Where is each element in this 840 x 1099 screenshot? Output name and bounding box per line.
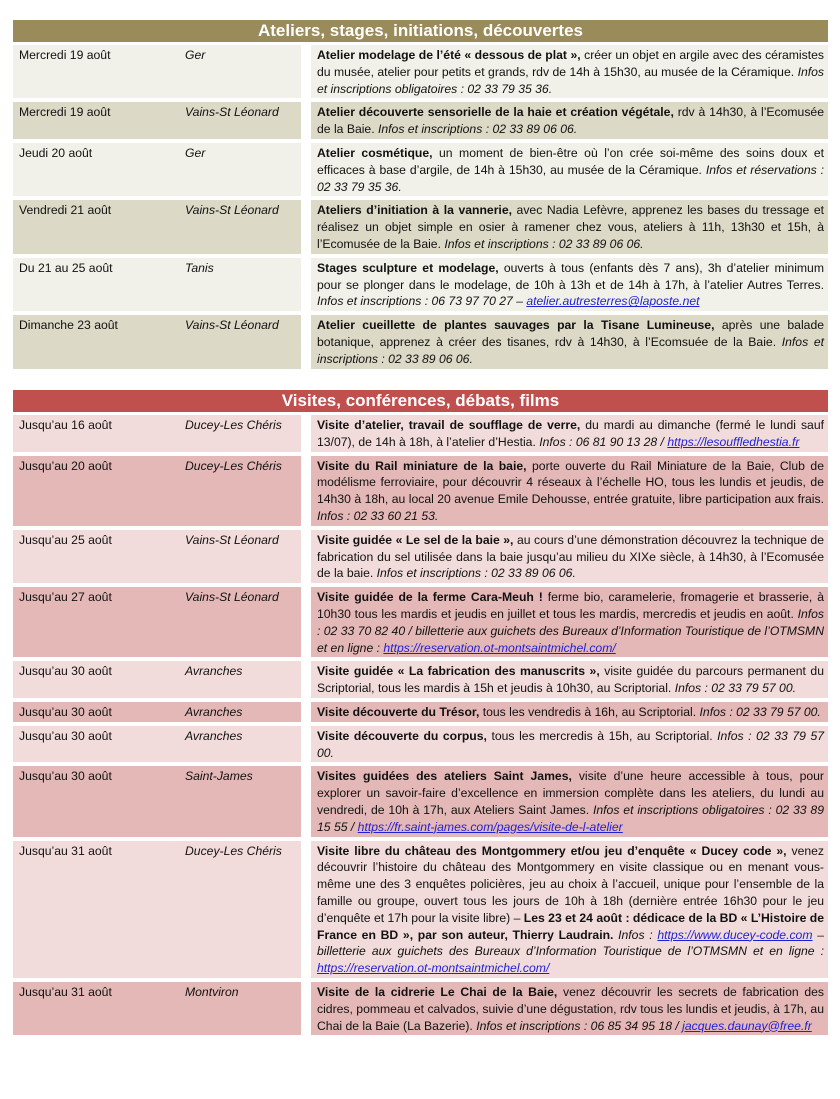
- event-contact: Infos : 02 33 60 21 53.: [317, 508, 439, 523]
- table-row: [13, 661, 828, 698]
- event-name: Atelier modelage de l’été « dessous de plat »,: [317, 48, 581, 62]
- table-row: [13, 45, 828, 98]
- event-date: Jusqu’au 27 août: [13, 587, 177, 657]
- table-row: [13, 102, 828, 139]
- event-contact: Infos : 02 33 79 57 00.: [674, 681, 796, 696]
- table-row: [13, 726, 828, 763]
- event-contact-extra: – billetterie aux guichets des Bureaux d’Information Touristique de l’OTMSMN et en ligne :: [317, 927, 824, 959]
- event-description: [311, 841, 828, 978]
- event-contact: Infos : 02 33 79 57 00.: [699, 704, 821, 719]
- table-row: [13, 766, 828, 836]
- event-location: Tanis: [177, 258, 301, 311]
- event-details: rdv à 14h30, à l’Ecomusée de la Baie.: [317, 105, 824, 137]
- event-details: avec Nadia Lefèvre, apprenez les bases du tressage et réalisez un objet simple en osier à ramener chez vous, ateliers à 11h, 13h30 et 15h, à l’Ecomusée de la Baie.: [317, 203, 824, 251]
- event-contact: Infos et inscriptions : 02 33 89 06 06.: [376, 566, 576, 581]
- event-name: Visite d’atelier, travail de soufflage de verre,: [317, 418, 581, 432]
- column-gap: [301, 415, 311, 452]
- event-description: [311, 143, 828, 196]
- event-location: Ger: [177, 45, 301, 98]
- event-details: venez découvrir l’histoire du château des Montgommery en visite classique ou en menant vous-même une des 3 enquêtes policières, jeu au choix à l’accueil, unique pour l’ensemble de la famille ou groupe, ouvert tous les jours de 10h à 18h (dernière entrée 16h30 pour le jeu d’enquête et 17h pour la visite libre) –: [317, 843, 824, 925]
- event-details: venez découvrir les secrets de fabrication des cidres, pommeau et calvados, suivie d’une dégustation, rdv tous les lundis et jeudis, à 17h, au Chai de la Baie (La Bazerie).: [317, 984, 824, 1033]
- event-contact: Infos : 02 33 70 82 40 / billetterie aux guichets des Bureaux d’Information Touristique de l’OTMSMN et en ligne :: [317, 606, 824, 655]
- event-location: Vains-St Léonard: [177, 200, 301, 253]
- column-gap: [301, 726, 311, 763]
- event-date: Jusqu’au 30 août: [13, 766, 177, 836]
- event-date: Jusqu’au 30 août: [13, 702, 177, 722]
- event-name: Ateliers d’initiation à la vannerie,: [317, 203, 512, 218]
- column-gap: [301, 102, 311, 139]
- event-location: Avranches: [177, 661, 301, 698]
- events-table: [13, 411, 828, 1039]
- event-details: un moment de bien-être où l’on crée soi-même des soins doux et efficaces à base d’argile, de 14h à 15h30, au musée de la Céramique.: [317, 145, 824, 177]
- event-description: [311, 702, 828, 722]
- event-link[interactable]: https://www.ducey-code.com: [657, 927, 813, 942]
- event-contact: Infos et inscriptions obligatoires : 02 33 89 15 55 /: [317, 802, 824, 834]
- event-details: après une balade botanique, apprenez à créer des tisanes, rdv à 14h30, à l’Ecomsuée de la Baie.: [317, 318, 824, 349]
- event-location: Vains-St Léonard: [177, 587, 301, 657]
- column-gap: [301, 587, 311, 657]
- event-link[interactable]: https://reservation.ot-montsaintmichel.com/: [317, 961, 550, 976]
- event-contact: Infos et inscriptions : 02 33 89 06 06.: [377, 122, 578, 137]
- column-gap: [301, 315, 311, 368]
- column-gap: [301, 200, 311, 253]
- event-location: Ger: [177, 143, 301, 196]
- event-link[interactable]: atelier.autresterres@laposte.net: [526, 294, 700, 309]
- event-link[interactable]: https://reservation.ot-montsaintmichel.com/: [383, 640, 616, 655]
- event-highlight: Les 23 et 24 août : dédicace de la BD « L’Histoire de France en BD », par son auteur, Thierry Laudrain.: [317, 910, 825, 942]
- event-name: Atelier cueillette de plantes sauvages par la Tisane Lumineuse,: [317, 318, 715, 333]
- event-location: Montviron: [177, 982, 301, 1035]
- event-description: [311, 726, 828, 763]
- event-details: tous les vendredis à 16h, au Scriptorial.: [479, 704, 700, 719]
- event-description: [311, 587, 828, 657]
- event-description: [311, 982, 828, 1035]
- event-contact: Infos et réservations : 02 33 79 35 36.: [317, 162, 824, 194]
- event-details: du mardi au dimanche (fermé le lundi sauf 13/07), de 14h à 18h, à l’atelier d’Hestia.: [317, 418, 824, 449]
- event-name: Visite libre du château des Montgommery et/ou jeu d’enquête « Ducey code »,: [317, 843, 787, 858]
- event-name: Visite découverte du Trésor,: [317, 704, 480, 719]
- event-contact: Infos et inscriptions obligatoires : 02 33 79 35 36.: [317, 64, 824, 96]
- table-row: [13, 200, 828, 253]
- event-description: [311, 200, 828, 253]
- section-title: Ateliers, stages, initiations, découvertes: [13, 20, 828, 42]
- event-date: Dimanche 23 août: [13, 315, 177, 368]
- section-ateliers: [13, 20, 828, 373]
- column-gap: [301, 530, 311, 583]
- column-gap: [301, 841, 311, 978]
- event-link[interactable]: jacques.daunay@free.fr: [682, 1018, 812, 1033]
- event-name: Visite découverte du corpus,: [317, 728, 487, 743]
- event-date: Jusqu’au 16 août: [13, 415, 177, 452]
- event-details: visite d’une heure accessible à tous, pour explorer un savoir-faire d’excellence en immersion complète dans les ateliers, du lundi au vendredi, de 10h à 17h, aux Ateliers Saint James.: [317, 769, 824, 817]
- event-details: porte ouverte du Rail Miniature de la Baie, Club de modélisme ferroviaire, pour découvrir 4 réseaux à l’échelle HO, tous les lundis et jeudis, de 14h30 à 18h, au local 20 avenue Emile Dehousse, entrée gratuite, libre participation aux frais.: [317, 458, 824, 507]
- events-table: [13, 41, 828, 373]
- table-row: [13, 587, 828, 657]
- event-date: Mercredi 19 août: [13, 102, 177, 139]
- table-row: [13, 982, 828, 1035]
- event-contact: Infos et inscriptions : 06 73 97 70 27 –: [317, 294, 527, 309]
- event-description: [311, 45, 828, 98]
- event-location: Avranches: [177, 726, 301, 763]
- event-location: Avranches: [177, 702, 301, 722]
- event-name: Visite guidée « Le sel de la baie »,: [317, 532, 514, 547]
- event-location: Saint-James: [177, 766, 301, 836]
- event-location: Ducey-Les Chéris: [177, 415, 301, 452]
- event-date: Jeudi 20 août: [13, 143, 177, 196]
- event-date: Jusqu’au 20 août: [13, 456, 177, 526]
- event-details: ferme bio, caramelerie, fromagerie et brasserie, à 10h30 tous les mardis et jeudis en juillet et tous les mardis, mercredis et jeudis en août.: [317, 590, 824, 621]
- event-name: Visite de la cidrerie Le Chai de la Baie,: [317, 984, 558, 999]
- event-details: au cours d’une démonstration découvrez la technique de fabrication du sel utilisée dans la baie jusqu’au milieu du XIXe siècle, à 14h30, à l’Ecomusée de la baie.: [317, 532, 824, 581]
- table-row: [13, 456, 828, 526]
- event-location: Vains-St Léonard: [177, 102, 301, 139]
- column-gap: [301, 45, 311, 98]
- event-contact: Infos : 06 81 90 13 28 /: [539, 434, 668, 449]
- section-visites: [13, 390, 828, 1039]
- table-row: [13, 841, 828, 978]
- table-row: [13, 258, 828, 311]
- event-contact: Infos :: [613, 927, 658, 942]
- event-date: Jusqu’au 31 août: [13, 841, 177, 978]
- event-name: Stages sculpture et modelage,: [317, 260, 499, 275]
- event-contact: Infos et inscriptions : 06 85 34 95 18 /: [476, 1018, 683, 1033]
- event-link[interactable]: https://fr.saint-james.com/pages/visite-de-l-atelier: [357, 819, 623, 834]
- event-date: Jusqu’au 31 août: [13, 982, 177, 1035]
- event-name: Visite guidée « La fabrication des manuscrits »,: [317, 664, 600, 679]
- event-description: [311, 415, 828, 452]
- column-gap: [301, 982, 311, 1035]
- event-description: [311, 315, 828, 368]
- event-details: visite guidée du parcours permanent du Scriptorial, tous les mardis à 15h et jeudis à 10h30, au Scriptorial.: [317, 664, 824, 696]
- event-name: Visite guidée de la ferme Cara-Meuh !: [317, 590, 543, 605]
- event-description: [311, 102, 828, 139]
- event-date: Du 21 au 25 août: [13, 258, 177, 311]
- event-name: Atelier découverte sensorielle de la haie et création végétale,: [317, 105, 674, 120]
- event-contact: Infos et inscriptions : 02 33 89 06 06.: [317, 334, 824, 366]
- event-description: [311, 530, 828, 583]
- table-row: [13, 143, 828, 196]
- event-description: [311, 661, 828, 698]
- column-gap: [301, 661, 311, 698]
- table-row: [13, 415, 828, 452]
- event-location: Ducey-Les Chéris: [177, 841, 301, 978]
- column-gap: [301, 702, 311, 722]
- column-gap: [301, 143, 311, 196]
- table-row: [13, 530, 828, 583]
- table-row: [13, 315, 828, 368]
- event-contact: Infos : 02 33 79 57 00.: [317, 728, 824, 760]
- event-name: Atelier cosmétique,: [317, 145, 433, 160]
- section-title: Visites, conférences, débats, films: [13, 390, 828, 412]
- event-details: créer un objet en argile avec des céramistes du musée, atelier pour petits et grands, rdv de 14h à 15h30, au musée de la Céramique.: [317, 48, 824, 79]
- event-location: Ducey-Les Chéris: [177, 456, 301, 526]
- event-date: Jusqu’au 25 août: [13, 530, 177, 583]
- event-date: Jusqu’au 30 août: [13, 661, 177, 698]
- event-details: tous les mercredis à 15h, au Scriptorial.: [486, 728, 718, 743]
- event-description: [311, 456, 828, 526]
- event-date: Vendredi 21 août: [13, 200, 177, 253]
- event-date: Jusqu’au 30 août: [13, 726, 177, 763]
- event-location: Vains-St Léonard: [177, 315, 301, 368]
- event-contact: Infos et inscriptions : 02 33 89 06 06.: [444, 236, 644, 251]
- table-row: [13, 702, 828, 722]
- event-location: Vains-St Léonard: [177, 530, 301, 583]
- event-link[interactable]: https://lesouffledhestia.fr: [667, 434, 800, 449]
- event-description: [311, 258, 828, 311]
- event-name: Visite du Rail miniature de la baie,: [317, 458, 527, 473]
- column-gap: [301, 258, 311, 311]
- event-name: Visites guidées des ateliers Saint James,: [317, 769, 572, 784]
- column-gap: [301, 766, 311, 836]
- event-description: [311, 766, 828, 836]
- column-gap: [301, 456, 311, 526]
- event-details: ouverts à tous (enfants dès 7 ans), 3h d’atelier minimum pour se plonger dans le modelage, de 10h à 13h et de 14h à 17h, à l’atelier Autres Terres.: [317, 260, 824, 292]
- event-date: Mercredi 19 août: [13, 45, 177, 98]
